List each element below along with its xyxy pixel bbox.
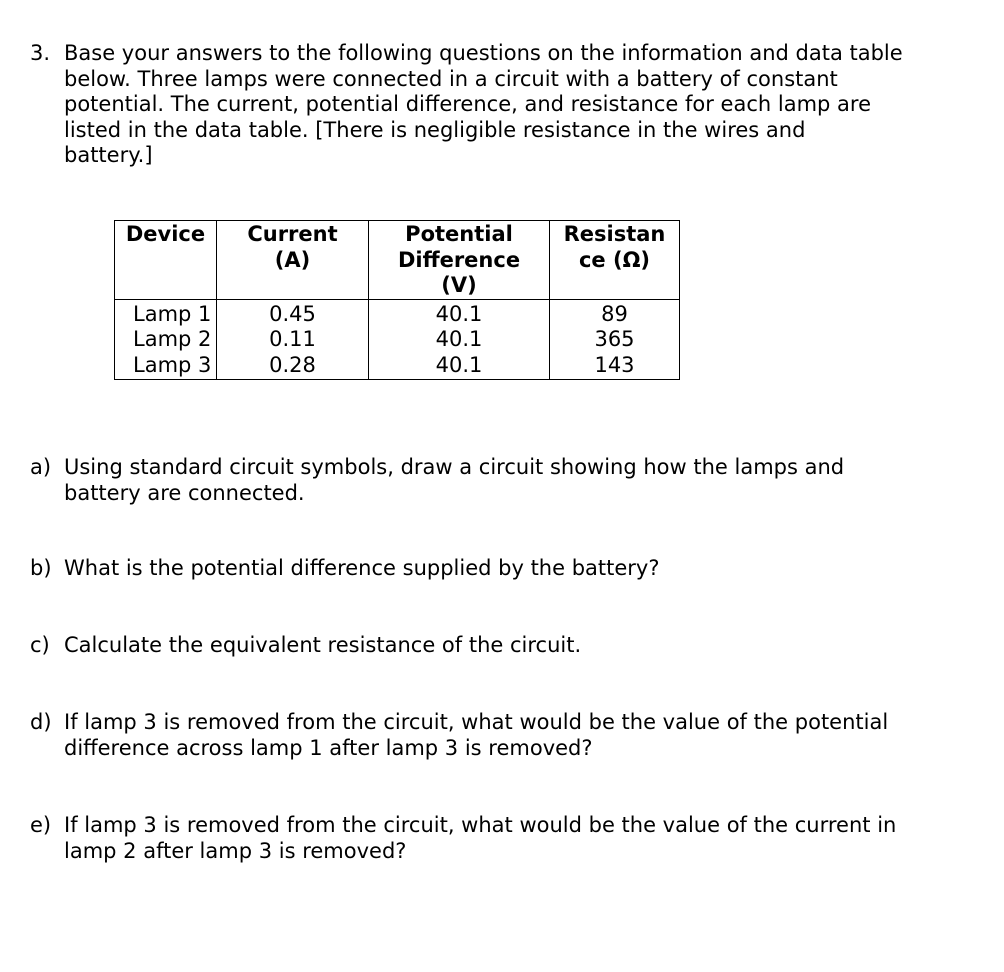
device-lamp-2: Lamp 2 [133,327,212,352]
part-line: If lamp 3 is removed from the circuit, what would be the value of the current in [64,813,897,837]
header-text: Potential [405,222,513,246]
header-text: Device [125,222,206,246]
stem-line: below. Three lamps were connected in a circuit with a battery of constant [64,66,838,91]
potential-difference-value: 40.1 [435,301,483,326]
part-line: battery are connected. [64,480,305,505]
part-text [64,633,960,659]
header-text: Resistan [563,222,666,246]
header-text: Current [247,222,338,246]
part-line: What is the potential difference supplied by the battery? [64,556,660,580]
resistance-cell [550,299,680,379]
potential-difference-value: 40.1 [435,327,483,352]
device-cell [115,299,217,379]
header-unit: ce (Ω) [578,247,651,272]
part-marker: b) [30,556,52,580]
part-line: lamp 2 after lamp 3 is removed? [64,838,407,863]
table-row [115,299,680,379]
part-text [64,455,960,506]
device-lamp-1: Lamp 1 [133,301,212,326]
part-line: Using standard circuit symbols, draw a circuit showing how the lamps and [64,455,845,479]
header-unit: (A) [274,247,311,272]
header-resistance [550,221,680,300]
part-marker: d) [30,710,52,734]
part-marker: c) [30,633,50,657]
part-text [64,710,960,761]
question-3 [30,41,960,169]
header-device [115,221,217,300]
question-stem [64,41,960,169]
header-unit: (V) [441,273,477,298]
current-value: 0.28 [269,352,316,377]
part-text [64,813,960,864]
current-value: 0.11 [269,327,316,352]
header-current [217,221,369,300]
part-marker: a) [30,455,52,479]
header-potential-difference [369,221,550,300]
part-line: If lamp 3 is removed from the circuit, what would be the value of the potential [64,710,889,734]
part-line: Calculate the equivalent resistance of the circuit. [64,633,582,657]
stem-line: Base your answers to the following questions on the information and data table [64,41,903,65]
stem-line: potential. The current, potential difference, and resistance for each lamp are [64,92,872,117]
resistance-value: 365 [594,327,635,352]
current-cell [217,299,369,379]
device-lamp-3: Lamp 3 [133,352,212,377]
data-table [114,220,680,380]
current-value: 0.45 [269,301,316,326]
resistance-value: 89 [601,301,628,326]
stem-line: battery.] [64,143,153,168]
part-a [30,455,960,506]
part-c [30,633,960,659]
part-line: difference across lamp 1 after lamp 3 is removed? [64,735,593,760]
part-b [30,556,960,582]
table-header-row [115,221,680,300]
resistance-value: 143 [594,352,635,377]
question-number: 3. [30,41,51,65]
part-text [64,556,960,582]
stem-line: listed in the data table. [There is negligible resistance in the wires and [64,117,806,142]
potential-difference-value: 40.1 [435,352,483,377]
part-e [30,813,960,864]
part-d [30,710,960,761]
header-text: Difference [397,247,521,272]
part-marker: e) [30,813,52,837]
potential-difference-cell [369,299,550,379]
